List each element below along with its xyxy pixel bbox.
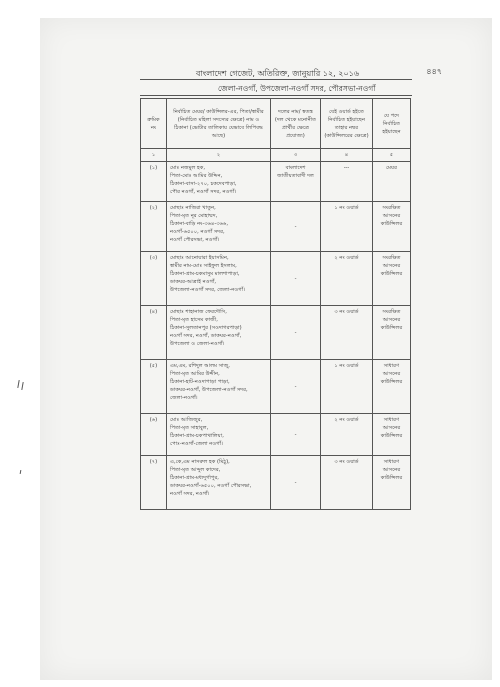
serial-cell: (২) bbox=[141, 202, 167, 252]
table-row bbox=[141, 360, 411, 414]
header-ward: যেই ওয়ার্ড হইতে নির্বাচিত হইয়াছেন তাহার নম্বর (কাউন্সিলরের ক্ষেত্রে) bbox=[321, 99, 373, 149]
gazette-header: বাংলাদেশ গেজেট, অতিরিক্ত, জানুয়ারি ১২, ২০১৬ bbox=[196, 69, 360, 78]
post-cell: সাধারণ আসনের কাউন্সিলর bbox=[373, 414, 411, 456]
index-cell: ২ bbox=[167, 149, 271, 162]
post-cell: মেয়র bbox=[373, 162, 411, 202]
serial-cell: (৫) bbox=[141, 360, 167, 414]
ward-cell: ১ নং ওয়ার্ড bbox=[321, 202, 373, 252]
serial-cell: (৪) bbox=[141, 306, 167, 360]
party-cell: বাংলাদেশ জাতীয়তাবাদী দল bbox=[271, 162, 321, 202]
serial-cell: (৭) bbox=[141, 456, 167, 510]
details-cell: মোছাঃ নাজিরা খাতুন, পিতা-মৃত নূর মোহাম্মদ, ঠিকানা-বাড়ি নং-৩৬৪-৩৬৬, নওগাঁ-৬৫০০, নওগাঁ সদর, নওগাঁ পৌরসভা, নওগাঁ। bbox=[167, 202, 271, 252]
header-details: নির্বাচিত মেয়র/ কাউন্সিলর-এর, পিতা/স্বামীর (নির্বাচিত মহিলা সদস্যের ক্ষেত্রে) নাম ও ঠিকানা (ভোটার তালিকায় যেভাবে লিপিবদ্ধ আছে) bbox=[167, 99, 271, 149]
table-header-row bbox=[141, 99, 411, 149]
details-cell: মোঃ নজমুল হক, পিতা-মোঃ আমির উদ্দিন, ঠিকানা-বাসা-২৭০, চকদেবপাড়া, পৌর নওগাঁ, নওগাঁ সদর, নওগাঁ। bbox=[167, 162, 271, 202]
post-cell: সাধারণ আসনের কাউন্সিলর bbox=[373, 456, 411, 510]
subheading-rule bbox=[140, 95, 412, 96]
table-row bbox=[141, 414, 411, 456]
page-number: ৪৪৭ bbox=[426, 67, 442, 76]
header-serial: ক্রমিক নং bbox=[141, 99, 167, 149]
table-row bbox=[141, 202, 411, 252]
serial-cell: (৬) bbox=[141, 414, 167, 456]
ward-cell: ৩ নং ওয়ার্ড bbox=[321, 456, 373, 510]
post-cell: সংরক্ষিত আসনের কাউন্সিলর bbox=[373, 252, 411, 306]
subheading: জেলা-নওগাঁ, উপজেলা-নওগাঁ সদর, পৌরসভা-নওগাঁ bbox=[218, 84, 376, 93]
party-cell: - bbox=[271, 360, 321, 414]
scan-mark bbox=[20, 470, 22, 474]
details-cell: এ,কে,এম নাসরুল হক (মিঠু), পিতা-মৃত আব্দুল কাদের, ঠিকানা-গ্রাম-মধ্যদুর্গাপুর, ডাকঘর-নওগাঁ-৬৫০০, নওগাঁ পৌরসভা, নওগাঁ সদর, নওগাঁ। bbox=[167, 456, 271, 510]
table-row bbox=[141, 456, 411, 510]
details-cell: মোছাঃ শাহানাজ ফেরদৌসি, পিতা-মৃত হাসেম কাজী, ঠিকানা-সুলতানপুর (সওদাগরপাড়া) নওগাঁ সদর, নওগাঁ, ডাকঘর-নওগাঁ, উপজেলা ও জেলা-নওগাঁ। bbox=[167, 306, 271, 360]
ward-cell: ১ নং ওয়ার্ড bbox=[321, 360, 373, 414]
header-party: দলের নাম/ স্বতন্ত্র (দল থেকে মনোনীত প্রার্থীর ক্ষেত্রে প্রযোজ্য) bbox=[271, 99, 321, 149]
ward-cell: ২ নং ওয়ার্ড bbox=[321, 252, 373, 306]
party-cell: - bbox=[271, 414, 321, 456]
post-cell: সংরক্ষিত আসনের কাউন্সিলর bbox=[373, 202, 411, 252]
serial-cell: (১) bbox=[141, 162, 167, 202]
table-row bbox=[141, 252, 411, 306]
table-row bbox=[141, 162, 411, 202]
ward-cell: --- bbox=[321, 162, 373, 202]
scan-mark bbox=[21, 382, 23, 390]
party-cell: - bbox=[271, 456, 321, 510]
header-rule bbox=[140, 79, 412, 80]
party-cell: - bbox=[271, 252, 321, 306]
serial-cell: (৩) bbox=[141, 252, 167, 306]
party-cell: - bbox=[271, 202, 321, 252]
index-row bbox=[141, 149, 411, 162]
ward-cell: ২ নং ওয়ার্ড bbox=[321, 414, 373, 456]
post-cell: সংরক্ষিত আসনের কাউন্সিলর bbox=[373, 306, 411, 360]
details-cell: এম,এম, রশিদুল আলম সাজু, পিতা-মৃত আমির উদ্দীন, ঠিকানা-হাট-নওদাপাড়া পাড়া, ডাকঘর-নওগাঁ, উপজেলা-নওগাঁ সদর, জেলা-নওগাঁ। bbox=[167, 360, 271, 414]
details-cell: মোছাঃ আনোয়ারা ইয়াসমিন, স্বামীর নাম-মোঃ সাইফুল ইসলাম, ঠিকানা-গ্রাম-চকমাসুম মালশাপাড়া, ডাকঘর-আত্রাই নওগাঁ, উপজেলা-নওগাঁ সদর, জেলা-নওগাঁ। bbox=[167, 252, 271, 306]
ward-cell: ৩ নং ওয়ার্ড bbox=[321, 306, 373, 360]
councillor-table bbox=[140, 98, 411, 510]
party-cell: - bbox=[271, 306, 321, 360]
header-post: যে পদে নির্বাচিত হইয়াছেন bbox=[373, 99, 411, 149]
table-row bbox=[141, 306, 411, 360]
index-cell: ৩ bbox=[271, 149, 321, 162]
post-cell: সাধারণ আসনের কাউন্সিলর bbox=[373, 360, 411, 414]
index-cell: ১ bbox=[141, 149, 167, 162]
index-cell: ৫ bbox=[373, 149, 411, 162]
scan-mark bbox=[17, 380, 19, 388]
details-cell: মোঃ আজিজুর, পিতা-মৃত সাহাবুল, ঠিকানা-গ্রাম-চকপাথালিয়া, পোঃ-নওগাঁ-জেলা নওগাঁ। bbox=[167, 414, 271, 456]
index-cell: ৪ bbox=[321, 149, 373, 162]
